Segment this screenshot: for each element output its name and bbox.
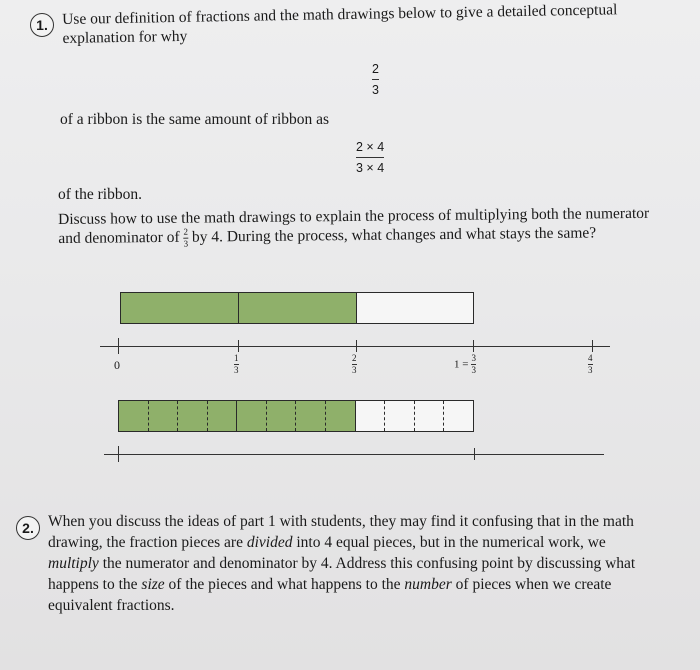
- discuss-paragraph: [58, 203, 698, 250]
- question-2-number: 2.: [16, 516, 40, 540]
- q2-emphasis-multiply: multiply: [48, 555, 99, 572]
- q2-line-3: [48, 553, 696, 574]
- question-1-number: 1.: [30, 13, 54, 37]
- tick-one-third: [238, 340, 239, 352]
- ribbon-twelfth-7: [296, 401, 326, 431]
- q2-line-5: equivalent fractions.: [48, 597, 175, 614]
- label-four-thirds: $\frac{4}{3}$: [588, 353, 593, 375]
- ribbon-twelfth-6: [267, 401, 297, 431]
- label-one-third: $\frac{1}{3}$: [234, 353, 239, 375]
- ribbon-third-1: [121, 293, 239, 323]
- fraction-two-thirds: [372, 62, 379, 97]
- inline-fraction-denominator: 3: [183, 238, 189, 249]
- q2-emphasis-divided: divided: [246, 534, 293, 551]
- label-zero: 0: [114, 358, 120, 372]
- inline-fraction: [183, 228, 188, 249]
- tick-four-thirds: [592, 340, 593, 352]
- ribbon-twelfth-10: [385, 401, 415, 431]
- q2-line-4-end: of pieces when we create: [455, 576, 612, 593]
- intro-line-1: Use our definition of fractions and the math drawings below to give a detailed conceptual: [62, 1, 618, 28]
- label-one-equals-three-thirds: 1 = $\frac{3}{3}$: [454, 353, 476, 375]
- ribbon-twelfth-3: [178, 401, 208, 431]
- ribbon-twelfth-9: [356, 401, 386, 431]
- q2-line-2-end: into 4 equal pieces, but in the numerical work, we: [296, 534, 606, 551]
- ribbon-thirds: [120, 292, 474, 324]
- fraction-expanded: [356, 140, 384, 175]
- ribbon-twelfth-1: [119, 401, 149, 431]
- fraction-bar: [372, 79, 379, 80]
- q2-line-1: When you discuss the ideas of part 1 with students, they may find it confusing that in the math: [48, 513, 634, 530]
- ribbon-third-2: [239, 293, 357, 323]
- q2-line-2: [48, 532, 696, 553]
- q2-emphasis-number: number: [404, 576, 452, 593]
- ribbon-twelfth-4: [208, 401, 238, 431]
- discuss-line-2-end: by 4. During the process, what changes and what stays the same?: [191, 224, 597, 246]
- q2-line-4: [48, 574, 696, 595]
- tick-zero: [118, 338, 119, 354]
- q2-emphasis-size: size: [141, 576, 165, 593]
- fraction-bar: [356, 157, 384, 158]
- fraction-numerator: 2 × 4: [356, 140, 385, 154]
- ribbon-twelfth-5: [237, 401, 267, 431]
- fraction-numerator: 2: [372, 62, 379, 76]
- inline-fraction-numerator: 2: [183, 226, 189, 237]
- q2-line-2-start: drawing, the fraction pieces are: [48, 534, 243, 551]
- number-line: [100, 346, 610, 347]
- label-two-thirds: $\frac{2}{3}$: [352, 353, 357, 375]
- ribbon-twelfth-2: [149, 401, 179, 431]
- ribbon-twelfth-8: [326, 401, 356, 431]
- q2-line-4-middle: of the pieces and what happens to the: [168, 576, 401, 593]
- intro-line-2: explanation for why: [62, 27, 188, 47]
- ribbon-twelfth-11: [415, 401, 445, 431]
- q2-line-3-end: the numerator and denominator by 4. Address this confusing point by discussing what: [102, 555, 636, 572]
- discuss-line-2-start: and denominator of: [58, 228, 180, 248]
- fraction-denominator: 3 × 4: [356, 161, 385, 175]
- tick-one: [473, 340, 474, 352]
- tick-lower-one: [474, 448, 475, 460]
- label-one-prefix: 1 =: [454, 358, 469, 371]
- middle-text: of a ribbon is the same amount of ribbon as: [60, 111, 330, 128]
- ribbon-twelfths: [118, 400, 474, 432]
- tick-two-thirds: [356, 340, 357, 352]
- number-line-lower: [104, 454, 604, 455]
- question-2-text: [48, 511, 696, 616]
- ribbon-twelfth-12: [444, 401, 473, 431]
- after-text: of the ribbon.: [58, 186, 142, 203]
- fraction-denominator: 3: [372, 83, 379, 97]
- tick-lower-zero: [118, 446, 119, 462]
- question-1-intro: [62, 0, 693, 48]
- ribbon-third-3: [357, 293, 473, 323]
- q2-line-4-start: happens to the: [48, 576, 138, 593]
- discuss-line-1: Discuss how to use the math drawings to explain the process of multiplying both the numerator: [58, 204, 650, 228]
